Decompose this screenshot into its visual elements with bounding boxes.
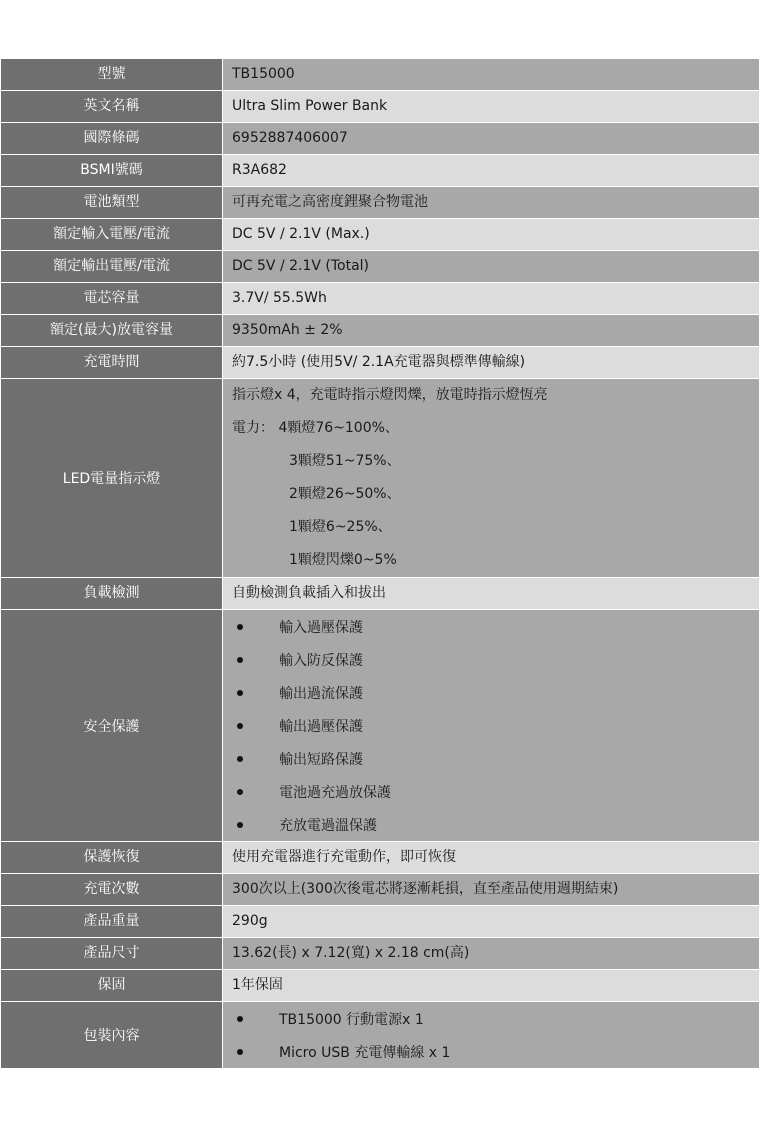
list-item	[232, 610, 759, 643]
table-row	[1, 187, 760, 219]
table-row	[1, 251, 760, 283]
row-label: 額定輸入電壓/電流	[1, 219, 223, 251]
table-row	[1, 906, 760, 938]
package-list	[223, 1002, 760, 1069]
bullet-icon	[237, 657, 243, 663]
row-label: 包裝內容	[1, 1002, 223, 1069]
row-value: DC 5V / 2.1V (Total)	[223, 251, 760, 283]
list-item-label: 電池過充過放保護	[279, 784, 391, 801]
row-value: 6952887406007	[223, 123, 760, 155]
row-label: 電池類型	[1, 187, 223, 219]
list-item	[232, 1002, 759, 1035]
bullet-icon	[237, 822, 243, 828]
table-row	[1, 315, 760, 347]
led-level: 1顆燈閃爍0~5%	[289, 552, 397, 568]
table-row	[1, 219, 760, 251]
row-label: 電芯容量	[1, 283, 223, 315]
bullet-icon	[237, 1016, 243, 1022]
row-value: 290g	[223, 906, 760, 938]
row-label: 保固	[1, 970, 223, 1002]
row-label: 型號	[1, 59, 223, 91]
table-row	[1, 155, 760, 187]
row-value: 9350mAh ± 2%	[223, 315, 760, 347]
bullet-icon	[237, 1049, 243, 1055]
safety-list	[223, 610, 760, 842]
row-value: Ultra Slim Power Bank	[223, 91, 760, 123]
list-item	[232, 808, 759, 841]
row-value: 使用充電器進行充電動作，即可恢復	[223, 842, 760, 874]
table-row-led	[1, 379, 760, 578]
row-label: 國際條碼	[1, 123, 223, 155]
row-label: 保護恢復	[1, 842, 223, 874]
led-level: 1顆燈6~25%、	[289, 519, 392, 535]
list-item-label: 輸出過壓保護	[279, 718, 363, 735]
row-value: 約7.5小時 (使用5V/ 2.1A充電器與標準傳輸線)	[223, 347, 760, 379]
bullet-icon	[237, 624, 243, 630]
row-label: 額定(最大)放電容量	[1, 315, 223, 347]
row-label: 充電次數	[1, 874, 223, 906]
list-item-label: 輸入過壓保護	[279, 619, 363, 636]
list-item	[232, 676, 759, 709]
table-row	[1, 347, 760, 379]
row-value: 13.62(長) x 7.12(寬) x 2.18 cm(高)	[223, 938, 760, 970]
led-level: 2顆燈26~50%、	[289, 486, 401, 502]
row-label: 英文名稱	[1, 91, 223, 123]
row-value: R3A682	[223, 155, 760, 187]
spec-table	[0, 58, 760, 1069]
table-row	[1, 970, 760, 1002]
row-label: BSMI號碼	[1, 155, 223, 187]
table-row-safety	[1, 610, 760, 842]
list-item	[232, 643, 759, 676]
bullet-icon	[237, 756, 243, 762]
list-item-label: 輸出短路保護	[279, 751, 363, 768]
led-level: 3顆燈51~75%、	[289, 453, 401, 469]
row-label: 充電時間	[1, 347, 223, 379]
table-row	[1, 842, 760, 874]
row-value: 1年保固	[223, 970, 760, 1002]
list-item-label: 輸出過流保護	[279, 685, 363, 702]
bullet-icon	[237, 723, 243, 729]
list-item-label: TB15000 行動電源x 1	[279, 1011, 424, 1028]
list-item-label: Micro USB 充電傳輸線 x 1	[279, 1044, 451, 1061]
row-value: 自動檢測負載插入和拔出	[223, 578, 760, 610]
row-value: 300次以上(300次後電芯將逐漸耗損，直至產品使用週期結束)	[223, 874, 760, 906]
row-label: LED電量指示燈	[1, 379, 223, 578]
list-item-label: 充放電過溫保護	[279, 817, 377, 834]
row-label: 負載檢測	[1, 578, 223, 610]
table-row	[1, 578, 760, 610]
list-item	[232, 742, 759, 775]
row-label: 產品尺寸	[1, 938, 223, 970]
led-indicator-list	[223, 379, 760, 578]
led-power-line: 電力： 4顆燈76~100%、	[232, 420, 399, 436]
row-value: DC 5V / 2.1V (Max.)	[223, 219, 760, 251]
bullet-icon	[237, 690, 243, 696]
list-item	[232, 709, 759, 742]
row-value: 3.7V/ 55.5Wh	[223, 283, 760, 315]
row-value: TB15000	[223, 59, 760, 91]
bullet-icon	[237, 789, 243, 795]
list-item-label: 輸入防反保護	[279, 652, 363, 669]
list-item	[232, 775, 759, 808]
row-label: 安全保護	[1, 610, 223, 842]
table-row	[1, 59, 760, 91]
list-item	[232, 1035, 759, 1068]
table-row	[1, 938, 760, 970]
table-row	[1, 91, 760, 123]
row-label: 額定輸出電壓/電流	[1, 251, 223, 283]
row-label: 產品重量	[1, 906, 223, 938]
table-row	[1, 283, 760, 315]
table-row	[1, 123, 760, 155]
row-value: 可再充電之高密度鋰聚合物電池	[223, 187, 760, 219]
table-row	[1, 874, 760, 906]
table-row-package	[1, 1002, 760, 1069]
led-description: 指示燈x 4，充電時指示燈閃爍，放電時指示燈恆亮	[232, 387, 548, 403]
